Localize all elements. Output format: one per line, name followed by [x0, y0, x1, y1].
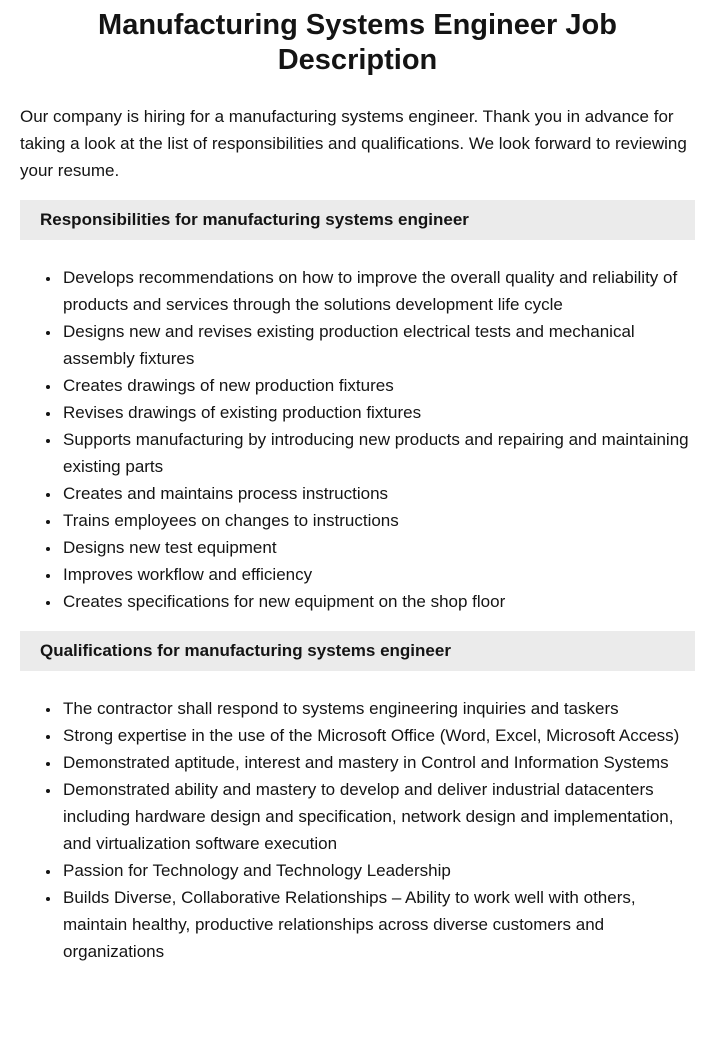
bullet-item: • Demonstrated aptitude, interest and mastery in Control and Information Systems [61, 749, 695, 776]
section-heading: Responsibilities for manufacturing systems engineer [20, 200, 695, 240]
intro-paragraph: Our company is hiring for a manufacturing systems engineer. Thank you in advance for taking a look at the list of responsibilities and qualifications. We look forward to reviewing your resume. [20, 107, 687, 180]
bullet-list [20, 264, 695, 615]
sections-container [20, 200, 695, 965]
job-section [20, 631, 695, 965]
bullet-item: • Creates drawings of new production fixtures [61, 372, 695, 399]
bullet-item: • Builds Diverse, Collaborative Relationships – Ability to work well with others, maintain healthy, productive relationships across diverse customers and organizations [61, 884, 695, 965]
bullet-item: • Strong expertise in the use of the Microsoft Office (Word, Excel, Microsoft Access) [61, 722, 695, 749]
bullet-item: • Passion for Technology and Technology Leadership [61, 857, 695, 884]
bullet-item: • Trains employees on changes to instructions [61, 507, 695, 534]
bullet-item: • Develops recommendations on how to improve the overall quality and reliability of products and services through the solutions development life cycle [61, 264, 695, 318]
bullet-item: • Improves workflow and efficiency [61, 561, 695, 588]
bullet-item: • Designs new test equipment [61, 534, 695, 561]
bullet-item: • The contractor shall respond to systems engineering inquiries and taskers [61, 695, 695, 722]
bullet-item: • Designs new and revises existing production electrical tests and mechanical assembly fixtures [61, 318, 695, 372]
section-heading: Qualifications for manufacturing systems engineer [20, 631, 695, 671]
page-title: Manufacturing Systems Engineer Job Description [98, 9, 617, 76]
job-section [20, 200, 695, 615]
bullet-item: • Demonstrated ability and mastery to develop and deliver industrial datacenters including hardware design and specification, network design and implementation, and virtualization software execution [61, 776, 695, 857]
bullet-item: • Supports manufacturing by introducing new products and repairing and maintaining existing parts [61, 426, 695, 480]
bullet-item: • Creates and maintains process instructions [61, 480, 695, 507]
bullet-list [20, 695, 695, 965]
bullet-item: • Revises drawings of existing production fixtures [61, 399, 695, 426]
bullet-item: • Creates specifications for new equipment on the shop floor [61, 588, 695, 615]
